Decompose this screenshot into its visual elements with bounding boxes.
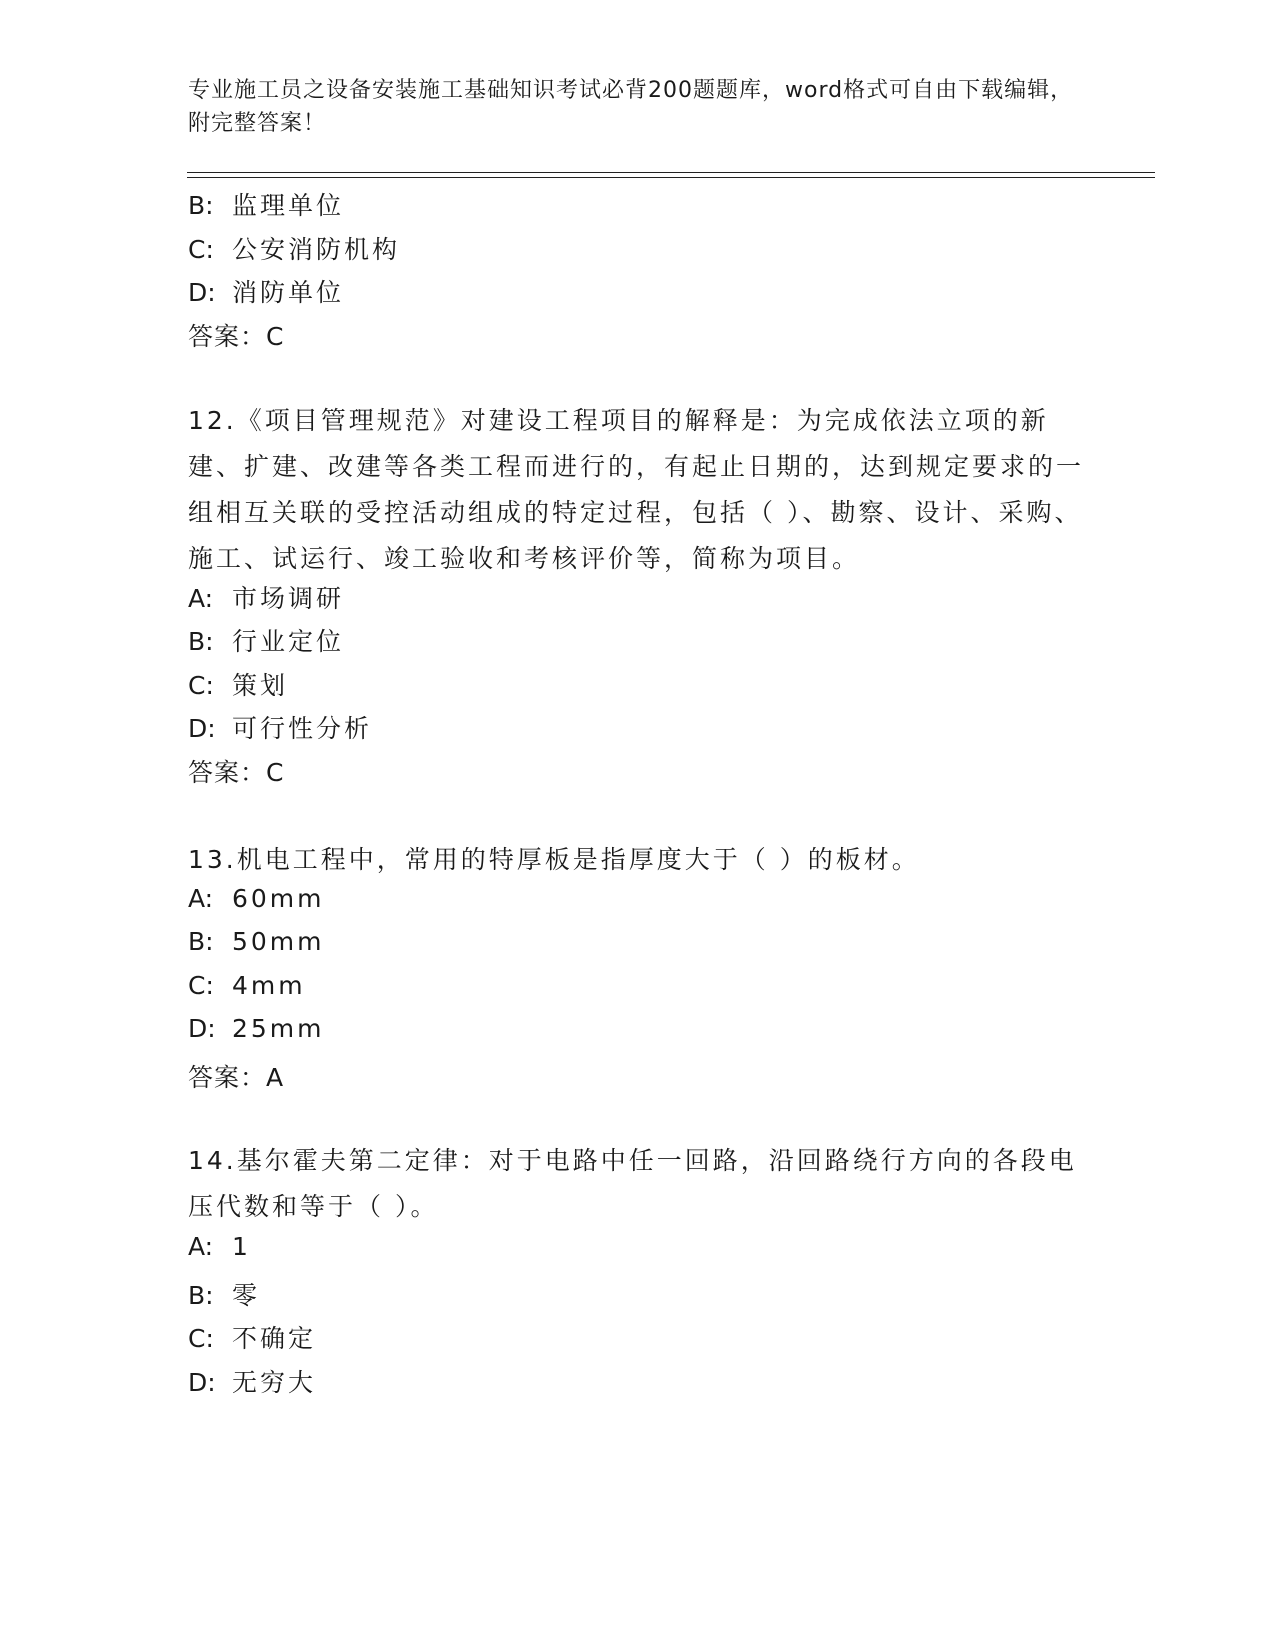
q12-stem: 12.《项目管理规范》对建设工程项目的解释是：为完成依法立项的新建、扩建、改建等各类工程而进行的，有起止日期的，达到规定要求的一组相互关联的受控活动组成的特定过程，包括（ ）、勘察、设计、采购、施工、试运行、竣工验收和考核评价等，简称为项目。 [188, 406, 1085, 573]
option-text: 公安消防机构 [232, 235, 401, 264]
q13-option-c [188, 971, 306, 1000]
q13-answer: 答案：A [188, 1063, 285, 1092]
header-rule-top [187, 172, 1155, 173]
q14-option-d [188, 1363, 316, 1399]
q13-option-a [188, 884, 325, 913]
option-label: D: [188, 1368, 216, 1397]
option-text: 零 [232, 1281, 261, 1310]
option-text: 市场调研 [232, 584, 345, 613]
option-text: 60mm [232, 884, 325, 913]
option-label: D: [188, 278, 216, 307]
option-label: C: [188, 235, 214, 264]
option-text: 无穷大 [232, 1368, 317, 1397]
document-header: 专业施工员之设备安装施工基础知识考试必背200题题库，word格式可自由下载编辑，附完整答案！ [188, 78, 1074, 136]
option-label: A: [188, 884, 214, 913]
option-text: 策划 [232, 671, 289, 700]
option-text: 50mm [232, 927, 325, 956]
q14-option-b [188, 1276, 260, 1312]
q12-answer: 答案：C [188, 758, 285, 787]
option-text: 1 [232, 1232, 251, 1261]
option-text: 4mm [232, 971, 306, 1000]
q11-answer: 答案：C [188, 322, 285, 351]
q13-option-b [188, 927, 325, 956]
option-text: 不确定 [232, 1324, 317, 1353]
option-label: C: [188, 971, 214, 1000]
option-label: B: [188, 627, 214, 656]
q13-option-d [188, 1014, 325, 1043]
option-label: A: [188, 1232, 214, 1261]
q11-option-d [188, 273, 344, 309]
option-label: D: [188, 714, 216, 743]
header-rule-bottom [187, 177, 1155, 178]
q14-option-a [188, 1232, 251, 1261]
option-label: B: [188, 1281, 214, 1310]
q14-stem: 14.基尔霍夫第二定律：对于电路中任一回路，沿回路绕行方向的各段电压代数和等于（ ）。 [188, 1146, 1077, 1221]
option-text: 行业定位 [232, 627, 345, 656]
q12-option-d [188, 709, 372, 745]
q13-stem: 13.机电工程中，常用的特厚板是指厚度大于（ ）的板材。 [188, 845, 920, 874]
option-label: A: [188, 584, 214, 613]
option-text: 消防单位 [232, 278, 345, 307]
q11-option-b [188, 186, 344, 222]
option-label: B: [188, 927, 214, 956]
option-text: 可行性分析 [232, 714, 373, 743]
q12-option-c [188, 666, 288, 702]
q14-option-c [188, 1319, 316, 1355]
option-label: C: [188, 1324, 214, 1353]
option-text: 25mm [232, 1014, 325, 1043]
option-label: B: [188, 191, 214, 220]
option-label: D: [188, 1014, 216, 1043]
q11-option-c [188, 230, 400, 266]
q12-option-a [188, 579, 344, 615]
option-label: C: [188, 671, 214, 700]
q12-option-b [188, 622, 344, 658]
option-text: 监理单位 [232, 191, 345, 220]
